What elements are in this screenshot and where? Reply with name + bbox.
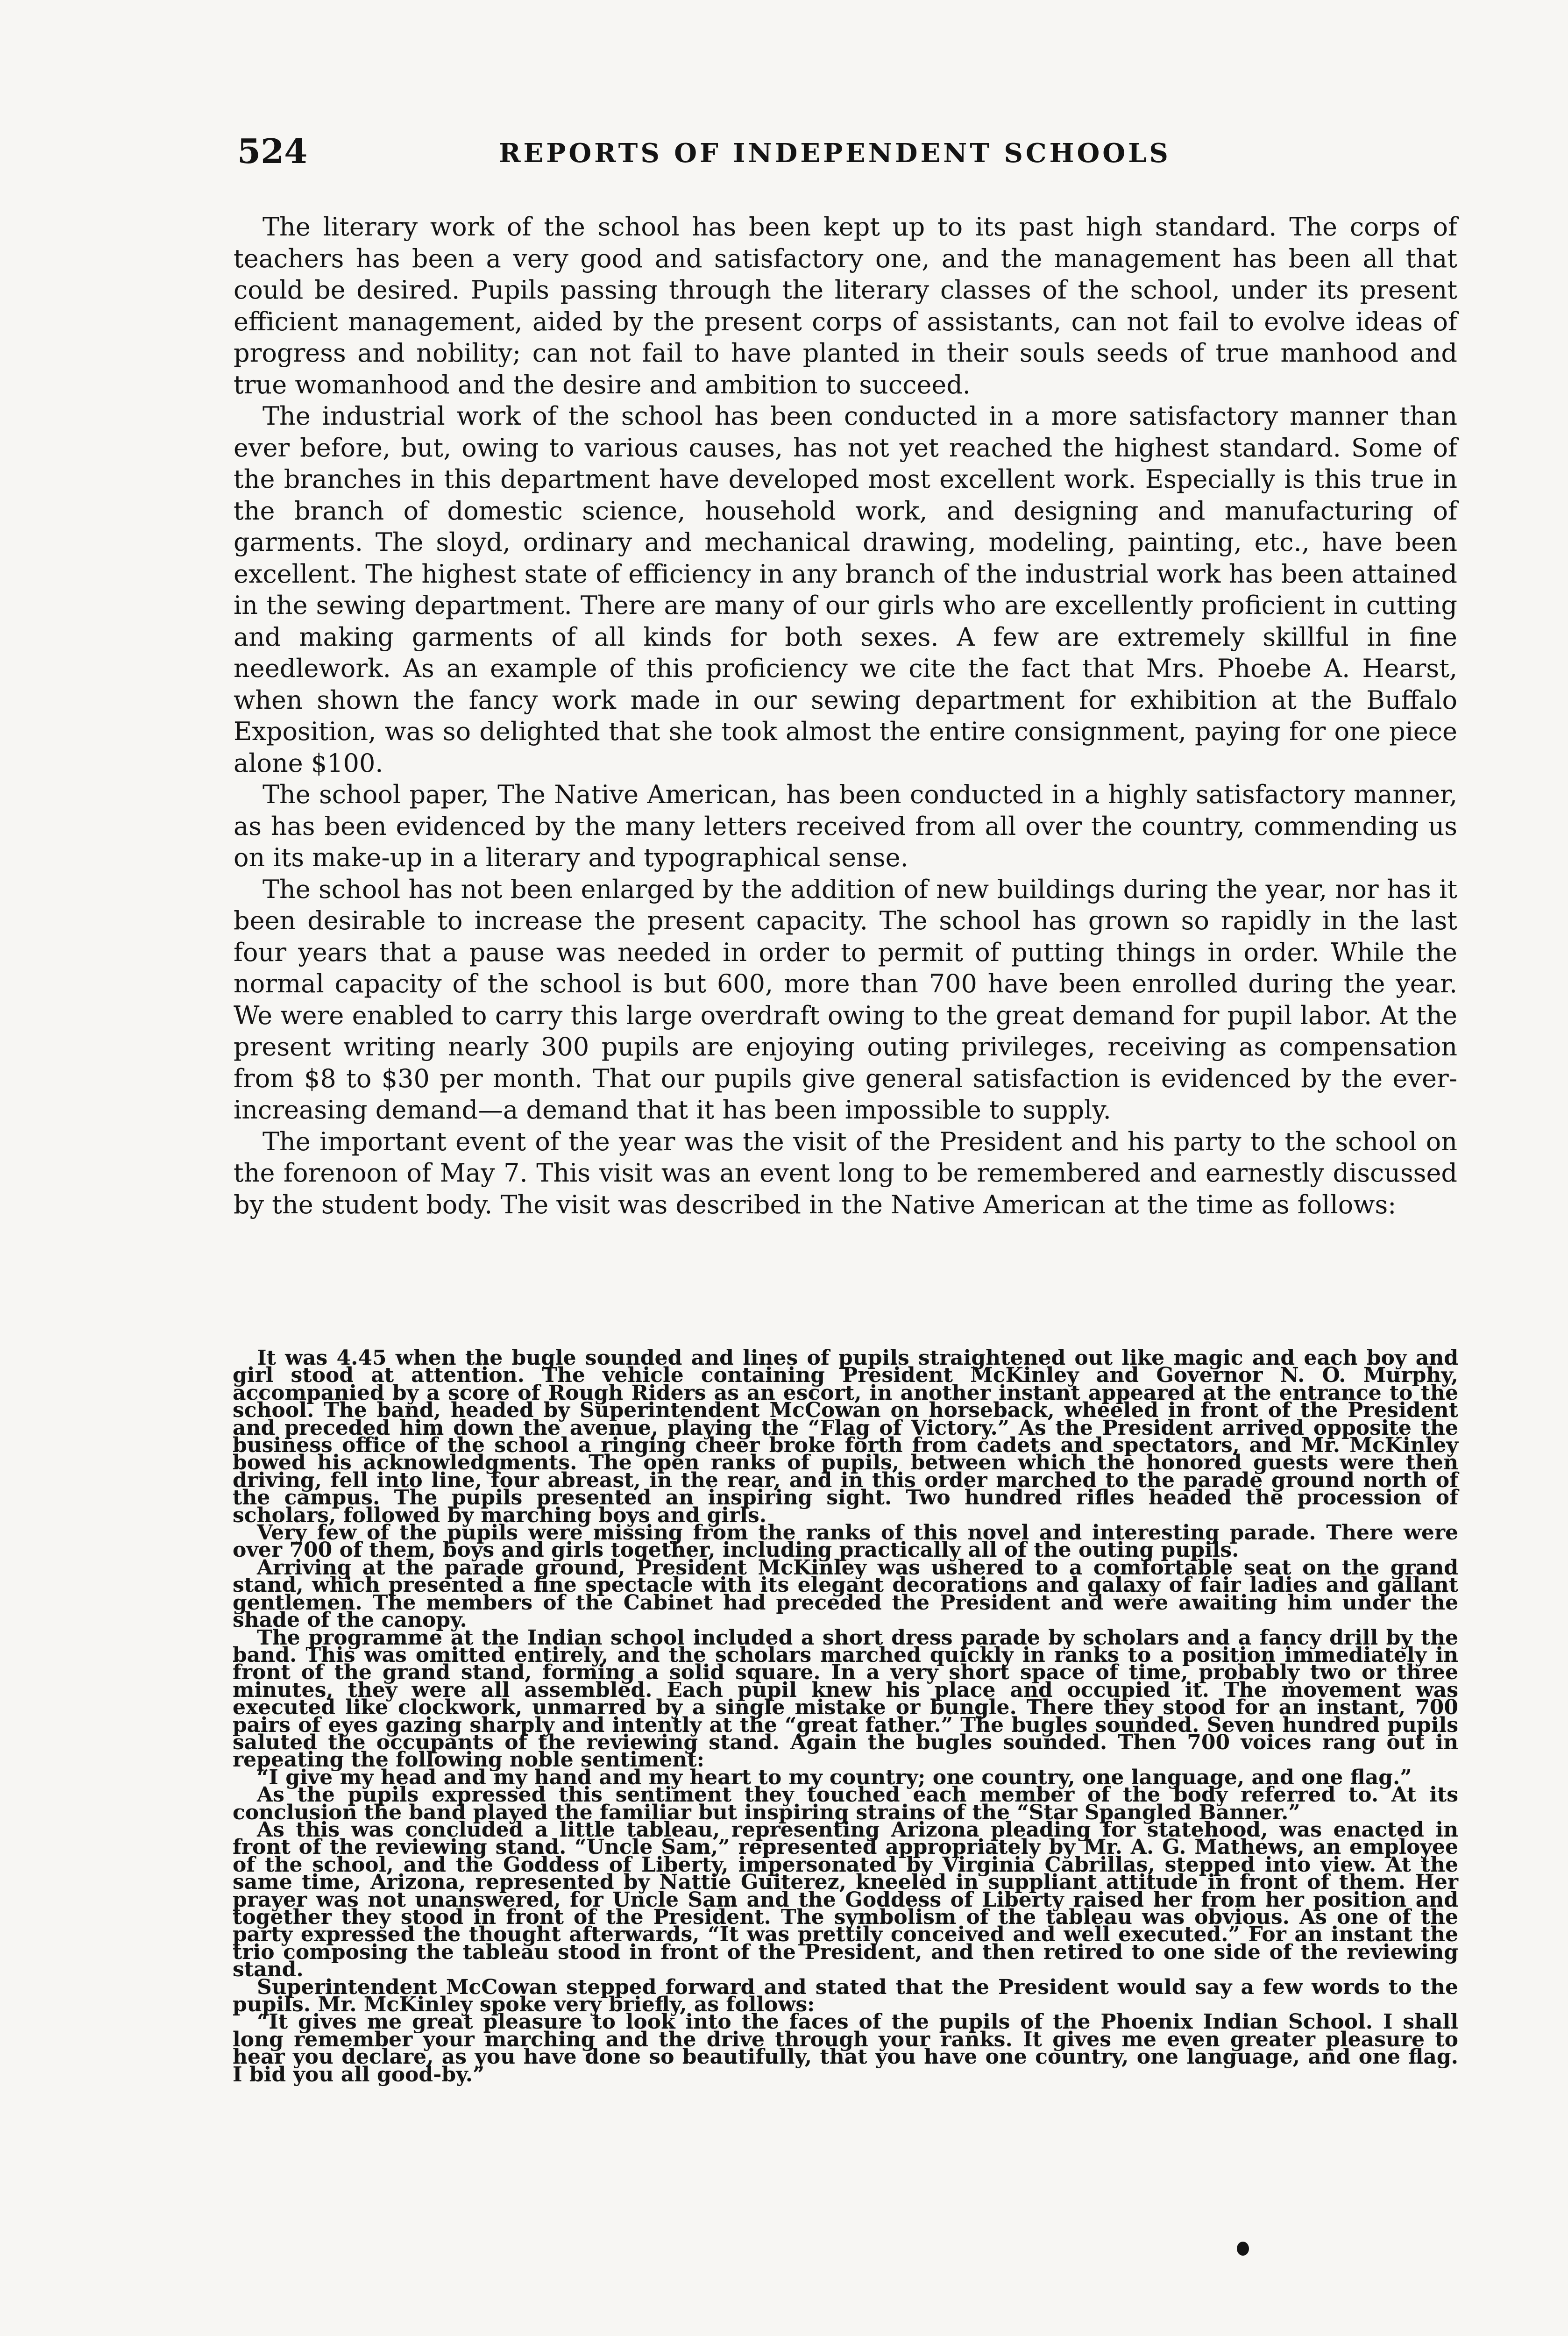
quote-paragraph: As this was concluded a little tableau, representing Arizona pleading for statehood, was enacted in front of the reviewing stand. “Uncle Sam,” represented appropriately by Mr. A. G. Mathews, an employee of the school, and the Goddess of Liberty, impersonated by Virginia Cabrillas, stepped into view. At the same time, Arizona, represented by Nattie Guiterez, kneeled in suppliant attitude in front of them. Her prayer was not unanswered, for Uncle Sam and the Goddess of Liberty raised her from her position and together they stood in front of the President. The symbolism of the tableau was obvious. As one of the party expressed the thought afterwards, “It was prettily conceived and well executed.” For an instant the trio composing the tableau stood in front of the President, and then retired to one side of the reviewing stand. [233, 1817, 1458, 1982]
quote-paragraph: It was 4.45 when the bugle sounded and lines of pupils straightened out like magic and each boy and girl stood at attention. The vehicle containing President McKinley and Governor N. O. Murphy, accompanied by a score of Rough Riders as an escort, in another instant appeared at the entrance to the school. The band, headed by Superintendent McCowan on horseback, wheeled in front of the President and preceded him down the avenue, playing the “Flag of Victory.” As the President arrived opposite the business office of the school a ringing cheer broke forth from cadets and spectators, and Mr. McKinley bowed his acknowledgments. The open ranks of pupils, between which the honored guests were then driving, fell into line, four abreast, in the rear, and in this order marched to the parade ground north of the campus. The pupils presented an inspiring sight. Two hundred rifles headed the procession of scholars, followed by marching boys and girls. [233, 1346, 1458, 1527]
quote-paragraph: “It gives me great pleasure to look into the faces of the pupils of the Phoenix Indian School. I shall long remember your marching and the drive through your ranks. It gives me even greater pleasure to hear you declare, as you have done so beautifully, that you have one country, one language, and one flag. I bid you all good-by.” [233, 2010, 1458, 2087]
quote-paragraph: Superintendent McCowan stepped forward and stated that the President would say a few words to the pupils. Mr. McKinley spoke very briefly, as follows: [233, 1975, 1458, 2017]
quote-paragraph: Arriving at the parade ground, President McKinley was ushered to a comfortable seat on the grand stand, which presented a fine spectacle with its elegant decorations and galaxy of fair ladies and gallant gentlemen. The members of the Cabinet had preceded the President and were awaiting him under the shade of the canopy. [233, 1555, 1458, 1632]
quote-paragraph: The programme at the Indian school included a short dress parade by scholars and a fancy drill by the band. This was omitted entirely, and the scholars marched quickly in ranks to a position immediately in front of the grand stand, forming a solid square. In a very short space of time, probably two or three minutes, they were all assembled. Each pupil knew his place and occupied it. The movement was executed like clockwork, unmarred by a single mistake or bungle. There they stood for an instant, 700 pairs of eyes gazing sharply and intently at the “great father.” The bugles sounded. Seven hundred pupils saluted the occupants of the reviewing stand. Again the bugles sounded. Then 700 voices rang out in repeating the following noble sentiment: [233, 1625, 1458, 1772]
quote-paragraph: Very few of the pupils were missing from the ranks of this novel and interesting parade. There were over 700 of them, boys and girls together, including practically all of the outing pupils. [233, 1521, 1458, 1562]
paragraph-industrial-work: The industrial work of the school has been conducted in a more satisfactory manner than ever before, but, owing to various causes, has not yet reached the highest standard. Some of the branches in this department have developed most excellent work. Especially is this true in the branch of domestic science, household work, and designing and manufacturing of garments. The sloyd, ordinary and mechanical drawing, modeling, painting, etc., have been excellent. The highest state of efficiency in any branch of the industrial work has been attained in the sewing department. There are many of our girls who are excellently proficient in cutting and making garments of all kinds for both sexes. A few are extremely skillful in fine needlework. As an example of this proficiency we cite the fact that Mrs. Phoebe A. Hearst, when shown the fancy work made in our sewing department for exhibition at the Buffalo Exposition, was so delighted that she took almost the entire consignment, paying for one piece alone $100. [234, 401, 1457, 778]
paragraph-enrollment: The school has not been enlarged by the addition of new buildings during the year, nor has it been desirable to increase the present capacity. The school has grown so rapidly in the last four years that a pause was needed in order to permit of putting things in order. While the normal capacity of the school is but 600, more than 700 have been enrolled during the year. We were enabled to carry this large overdraft owing to the great demand for pupil labor. At the present writing nearly 300 pupils are enjoying outing privileges, receiving as compensation from $8 to $30 per month. That our pupils give general satisfaction is evidenced by the ever-increasing demand—a demand that it has been impossible to supply. [234, 874, 1457, 1125]
quote-paragraph: As the pupils expressed this sentiment they touched each member of the body referred to. At its conclusion the band played the familiar but inspiring strains of the “Star Spangled Banner.” [233, 1783, 1458, 1824]
ink-dot [1237, 2242, 1249, 2256]
paragraph-presidential-visit: The important event of the year was the visit of the President and his party to the school on the forenoon of May 7. This visit was an event long to be remembered and earnestly discussed by the student body. The visit was described in the Native American at the time as follows: [234, 1126, 1457, 1219]
native-american-excerpt [233, 1346, 1458, 2087]
paragraph-literary-work: The literary work of the school has been kept up to its past high standard. The corps of teachers has been a very good and satisfactory one, and the management has been all that could be desired. Pupils passing through the literary classes of the school, under its present efficient management, aided by the present corps of assistants, can not fail to evolve ideas of progress and nobility; can not fail to have planted in their souls seeds of true manhood and true womanhood and the desire and ambition to succeed. [234, 212, 1457, 399]
running-title: REPORTS OF INDEPENDENT SCHOOLS [499, 138, 1171, 169]
page-header [237, 128, 1470, 175]
quote-paragraph: “I give my head and my hand and my heart to my country; one country, one language, and one flag.” [257, 1765, 1412, 1789]
page-number: 524 [237, 131, 308, 171]
report-body [234, 211, 1457, 1220]
paragraph-school-paper: The school paper, The Native American, has been conducted in a highly satisfactory manner, as has been evidenced by the many letters received from all over the country, commending us on its make-up in a literary and typographical sense. [234, 780, 1457, 872]
